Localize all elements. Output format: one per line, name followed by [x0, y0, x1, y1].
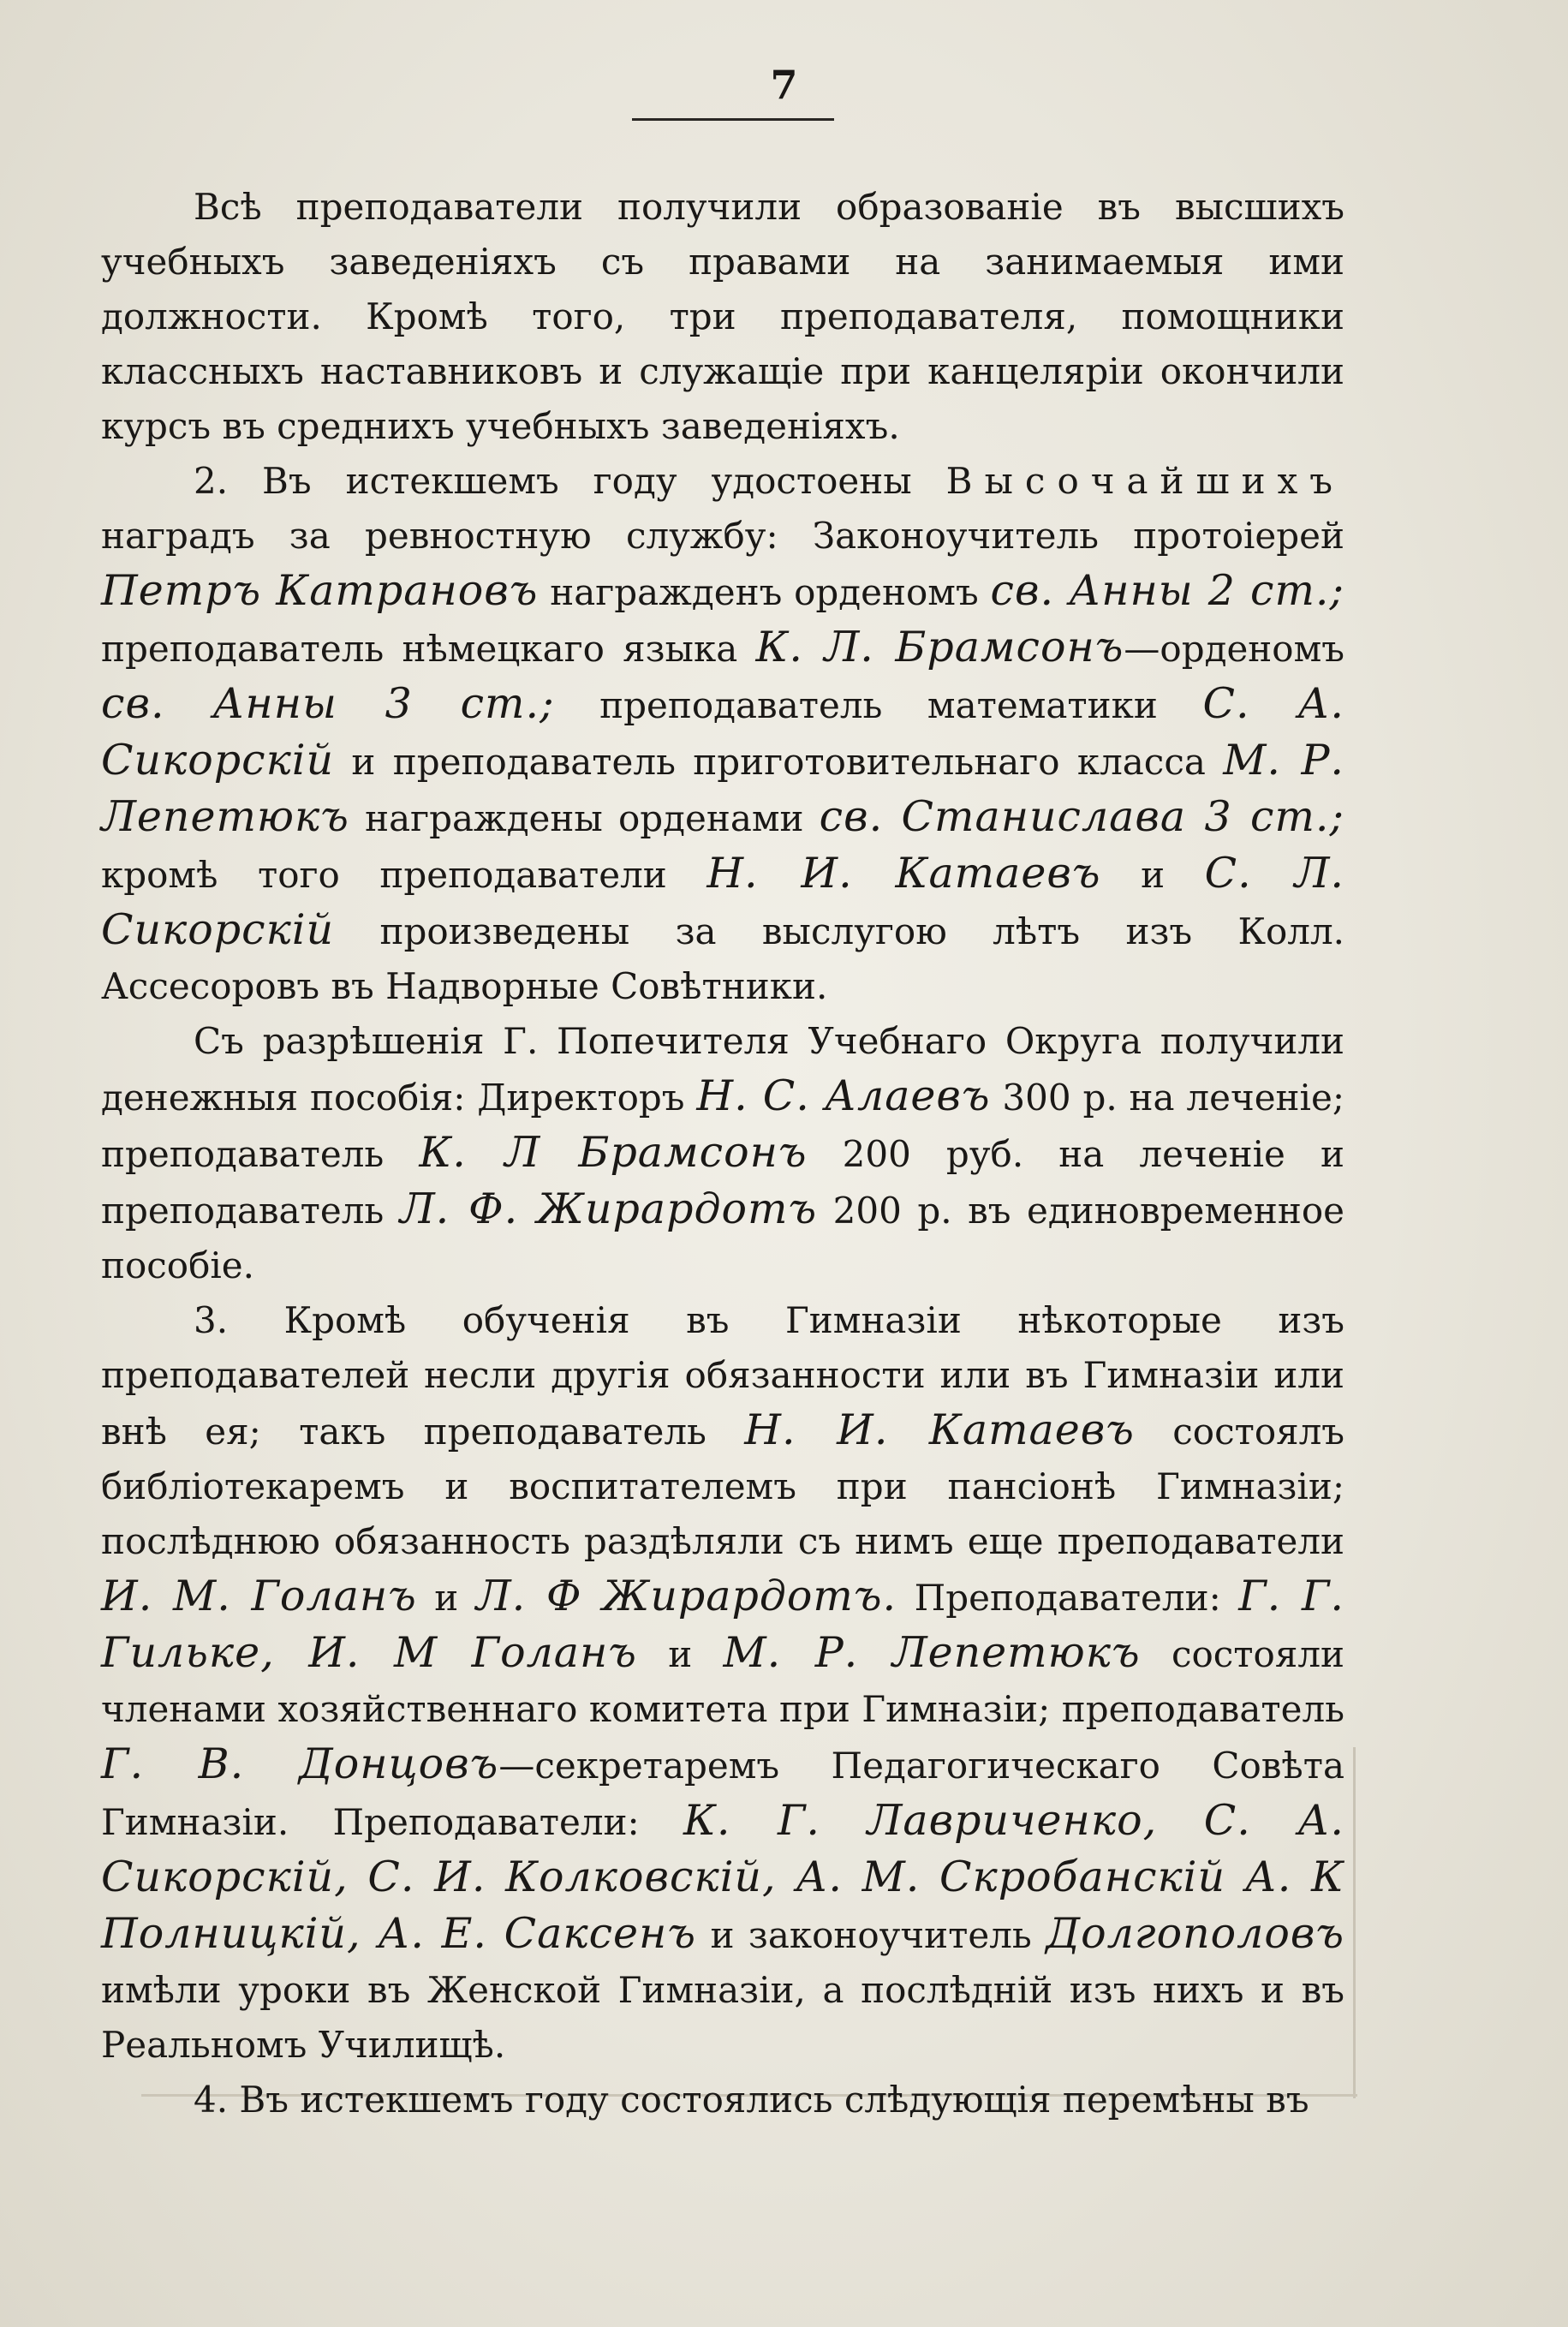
italic-name: К. Л Брамсонъ: [419, 1128, 808, 1177]
italic-name: Петръ Катрановъ: [101, 566, 539, 615]
paragraph: [101, 180, 1344, 454]
text-run: 2. Въ истекшемъ году удостоены: [194, 460, 946, 502]
italic-name: С. Л. Сикорскій: [101, 849, 1344, 954]
italic-name: Н. И. Катаевъ: [706, 849, 1101, 898]
italic-name: Н. С. Алаевъ: [696, 1071, 991, 1120]
text-run: и: [416, 1577, 476, 1619]
paragraph: [101, 2073, 1344, 2127]
text-run: произведены за выслугою лѣтъ изъ Колл. Ассесоровъ въ Надворные Совѣтники.: [101, 910, 1344, 1007]
show-through-mark: [1353, 1747, 1356, 2098]
italic-name: Г. Г. Гильке, И. М Голанъ: [101, 1572, 1344, 1677]
italic-name: св. Анны 2 ст.;: [990, 566, 1344, 615]
italic-name: К. Л. Брамсонъ: [755, 623, 1124, 671]
text-run: наградъ за ревностную службу: Законоучитель протоіерей: [101, 515, 1344, 557]
text-run: 3. Кромѣ обученія въ Гимназіи нѣкоторые изъ преподавателей несли другія обязанности или въ Гимназіи или внѣ ея; такъ преподаватель: [101, 1299, 1344, 1453]
italic-name: И. М. Голанъ: [101, 1572, 417, 1620]
italic-name: Долгополовъ: [1046, 1909, 1345, 1958]
italic-name: С. А. Сикорскій: [101, 679, 1344, 785]
header-rule: [632, 118, 834, 121]
paragraph: [101, 1293, 1344, 2073]
spaced-emphasis: Высочайшихъ: [945, 460, 1344, 502]
italic-name: М. Р. Лепетюкъ: [101, 736, 1345, 841]
text-run: преподаватель математики: [554, 684, 1203, 726]
italic-name: св. Станислава 3 ст.;: [819, 792, 1344, 841]
text-run: состоялъ библіотекаремъ и воспитателемъ при пансіонѣ Гимназіи; послѣднюю обязанность раздѣляли съ нимъ еще преподаватели: [101, 1411, 1345, 1562]
italic-name: Н. И. Катаевъ: [744, 1405, 1135, 1454]
italic-name: Л. Ф Жирардотъ.: [475, 1572, 897, 1620]
paragraph: [101, 1014, 1344, 1293]
text-run: —орденомъ: [1124, 628, 1344, 670]
text-run: и законоучитель: [695, 1914, 1046, 1956]
text-run: Съ разрѣшенія Г. Попечителя Учебнаго Округа получили денежныя пособія: Директоръ: [101, 1020, 1344, 1119]
text-run: кромѣ того преподаватели: [101, 854, 707, 896]
text-run: состояли членами хозяйственнаго комитета при Гимназіи; преподаватель: [101, 1633, 1344, 1730]
italic-name: Г. В. Донцовъ: [101, 1739, 499, 1788]
text-run: —секретаремъ Педагогическаго Совѣта Гимназіи. Преподаватели:: [101, 1745, 1344, 1843]
text-run: 300 р. на леченіе; преподаватель: [101, 1077, 1344, 1175]
text-run: награжденъ орденомъ: [538, 571, 991, 613]
italic-name: К. Г. Лавриченко, С. А. Сикорскій, С. И. Колковскій, А. М. Скробанскій А. К Полницкій, А. Е. Саксенъ: [101, 1796, 1344, 1958]
paragraph: [101, 454, 1344, 1014]
text-run: имѣли уроки въ Женской Гимназіи, а послѣдній изъ нихъ и въ Реальномъ Училищѣ.: [101, 1969, 1344, 2066]
text-run: Преподаватели:: [897, 1577, 1239, 1619]
text-run: 200 р. въ единовременное пособіе.: [101, 1190, 1344, 1286]
text-run: Всѣ преподаватели получили образованіе въ высшихъ учебныхъ заведеніяхъ съ правами на занимаемыя ими должности. Кромѣ того, три преподавателя, помощники классныхъ наставниковъ и служащіе при канцеляріи окончили курсъ въ среднихъ учебныхъ заведеніяхъ.: [101, 186, 1344, 447]
text-run: и: [1100, 854, 1205, 896]
text-run: награждены орденами: [349, 797, 820, 839]
body-text: [101, 180, 1344, 2127]
text-run: и преподаватель приготовительнаго класса: [334, 741, 1224, 783]
text-run: и: [636, 1633, 724, 1675]
text-run: 200 руб. на леченіе и преподаватель: [101, 1133, 1344, 1232]
page-number: 7: [770, 62, 798, 108]
italic-name: Л. Ф. Жирардотъ: [399, 1184, 818, 1233]
italic-name: св. Анны 3 ст.;: [101, 679, 555, 728]
text-run: преподаватель нѣмецкаго языка: [101, 628, 756, 670]
text-run: 4. Въ истекшемъ году состоялись слѣдующія перемѣны въ: [194, 2079, 1309, 2121]
italic-name: М. Р. Лепетюкъ: [723, 1628, 1141, 1677]
